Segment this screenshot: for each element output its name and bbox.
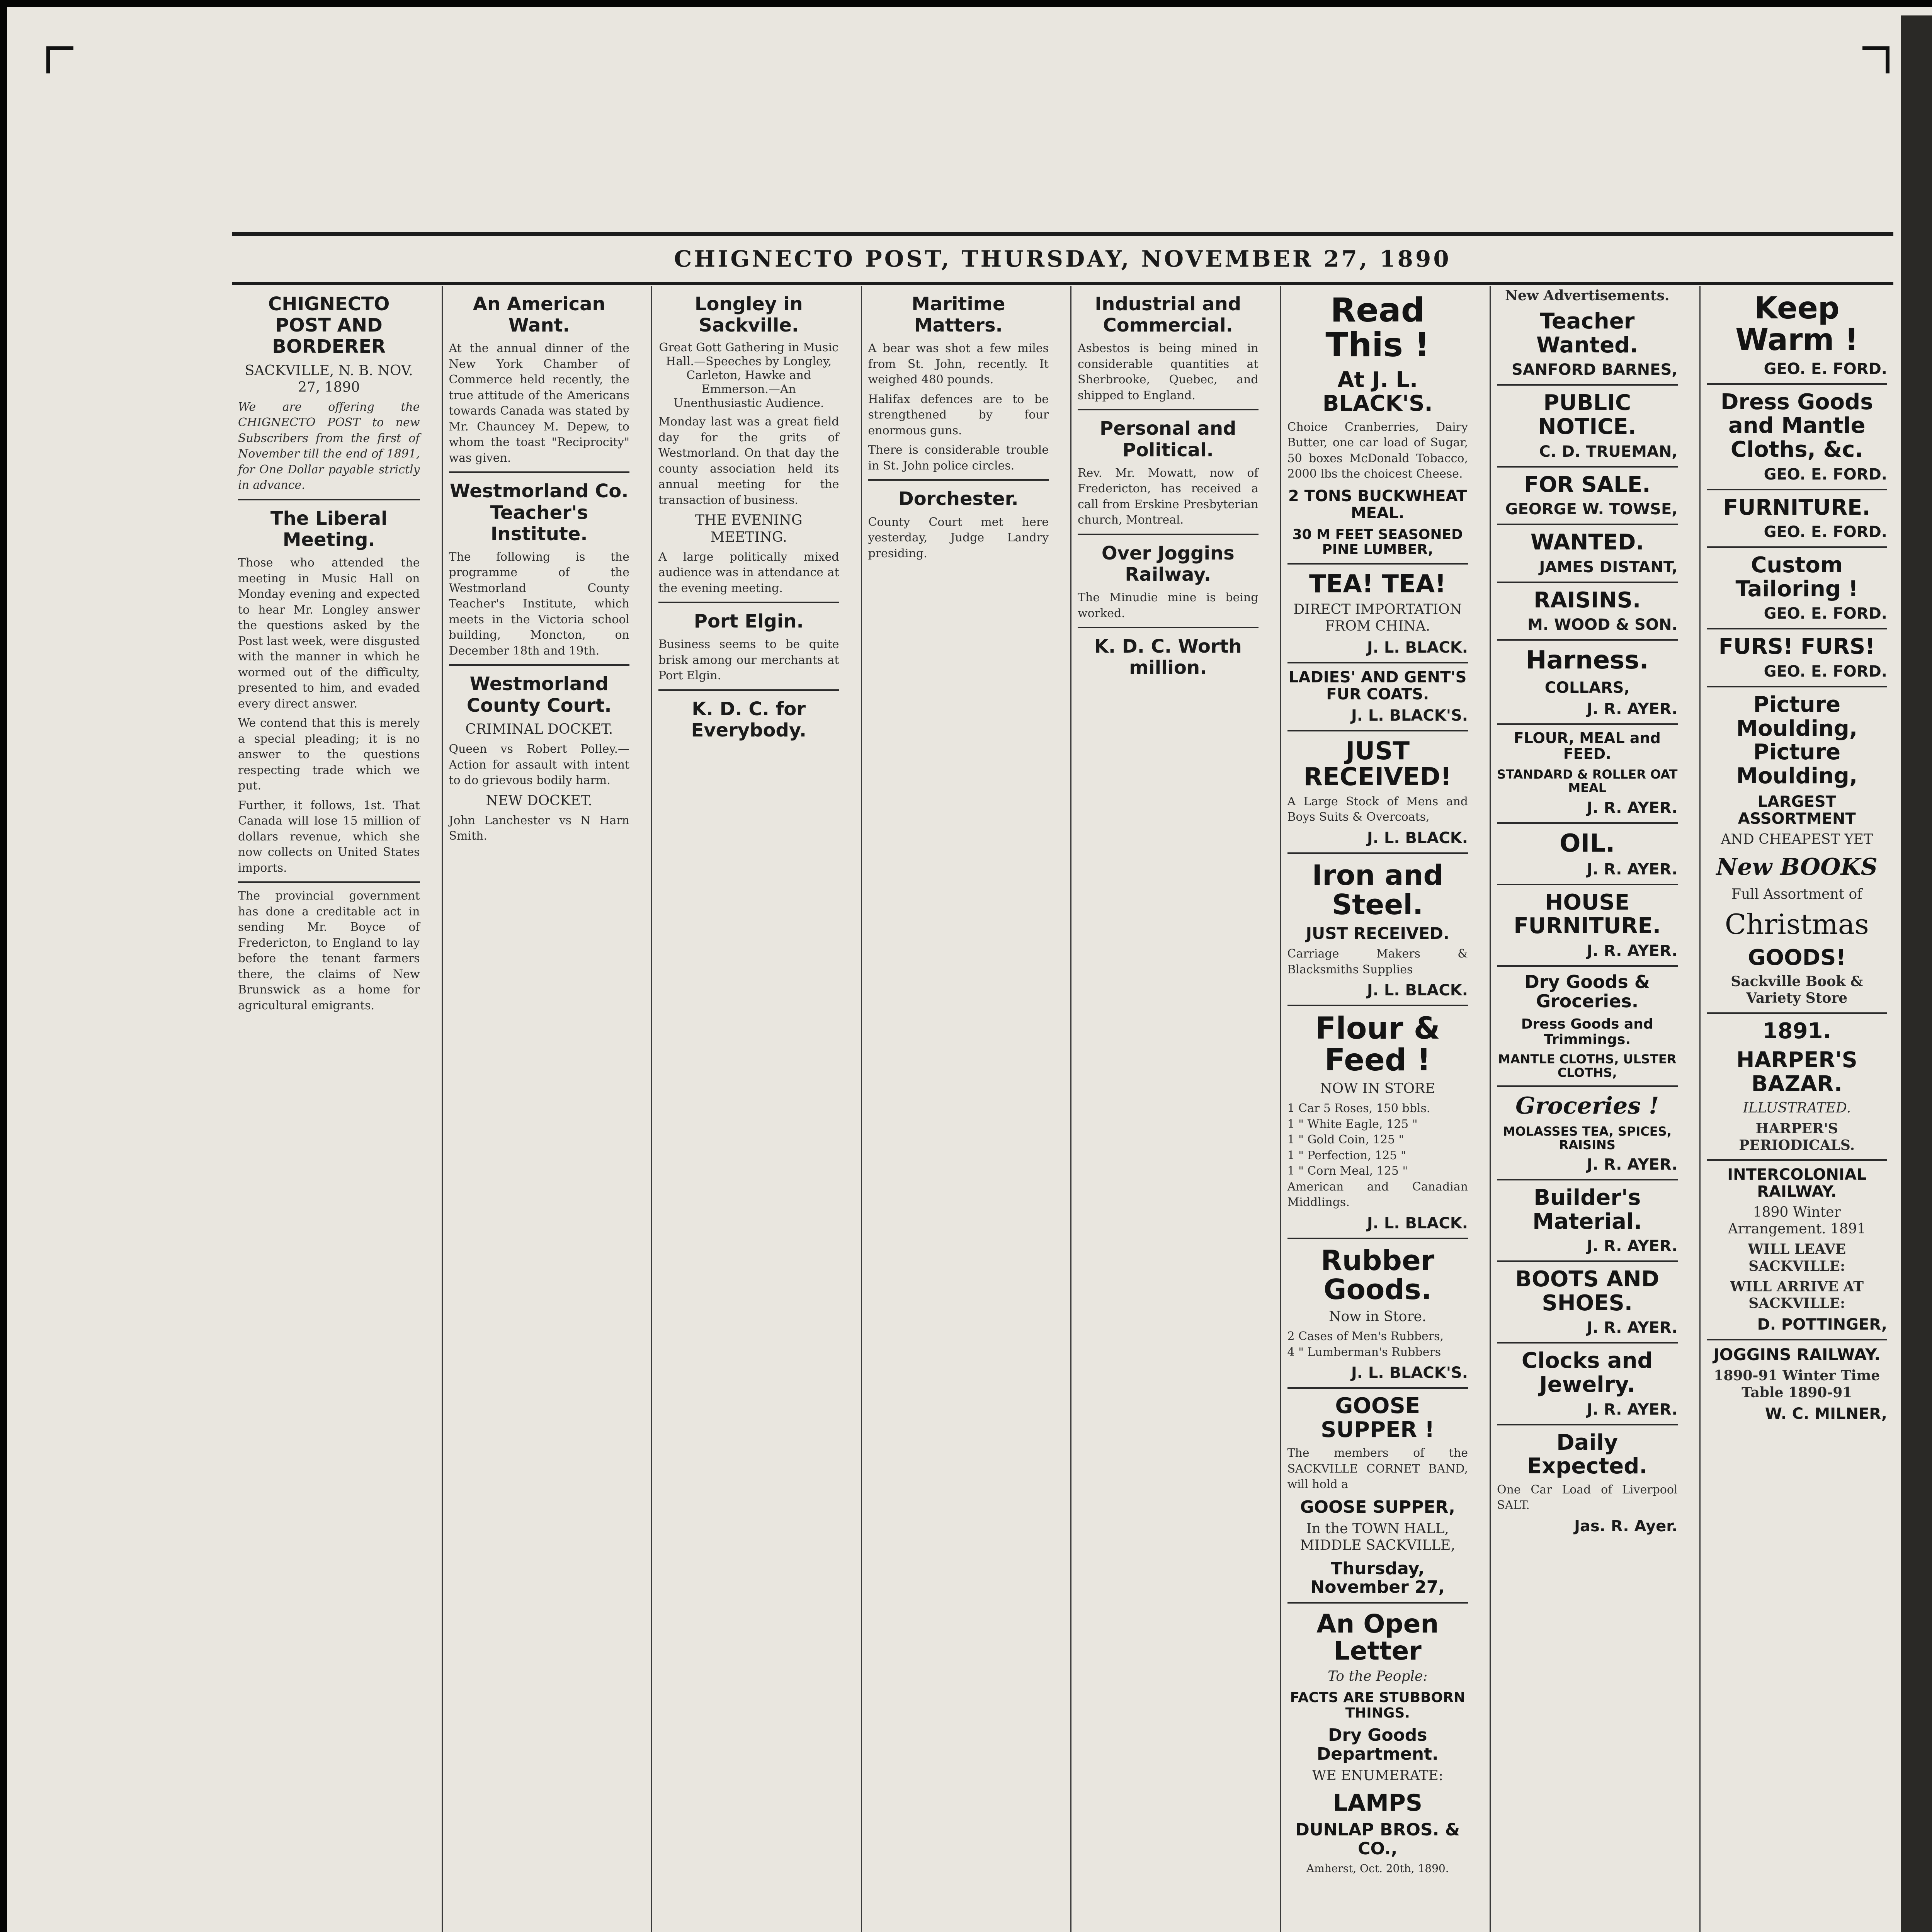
article-paragraph: Halifax defences are to be strengthened by four enormous guns.	[868, 392, 1049, 437]
article-paragraph: A large politically mixed audience was in attendance at the evening meeting.	[658, 550, 839, 595]
ad-heading: WANTED.	[1530, 530, 1644, 555]
ad-line: GOODS!	[1748, 945, 1846, 970]
ad-heading: FOR SALE.	[1524, 472, 1651, 497]
ad-heading: BOOTS AND SHOES.	[1515, 1267, 1660, 1316]
article-paragraph: At the annual dinner of the New York Chamber of Commerce held recently, the true attitude of the Americans towards Canada was stated by Mr. Chauncey M. Depew, to whom the toast "Reciprocity" was given.	[449, 342, 629, 465]
article-paragraph: Further, it follows, 1st. That Canada will lose 15 million of dollars revenue, which she now collects on United States imports.	[238, 798, 420, 875]
article-paragraph: County Court met here yesterday, Judge Landry presiding.	[868, 515, 1049, 560]
ad-heading: GOOSE SUPPER !	[1321, 1393, 1435, 1442]
dateline: SACKVILLE, N. B. NOV. 27, 1890	[245, 362, 413, 395]
ad-subheading: 1890-91 Winter Time Table 1890-91	[1714, 1367, 1880, 1401]
section-subheading: CRIMINAL DOCKET.	[465, 721, 613, 737]
ad-line: WE ENUMERATE:	[1312, 1768, 1444, 1784]
ad-signature: J. R. AYER.	[1587, 1237, 1678, 1255]
ad-line: WILL LEAVE SACKVILLE:	[1748, 1241, 1846, 1274]
ad-signature: J. R. AYER.	[1587, 860, 1678, 878]
ad-list-line: 2 Cases of Men's Rubbers,	[1287, 1330, 1444, 1344]
article-paragraph: Monday last was a great field day for the grits of Westmorland. On that day the county association held its annual meeting for the transaction of business.	[658, 415, 839, 507]
ad-line: Dress Goods and Trimmings.	[1521, 1016, 1653, 1048]
ad-subheading: ILLUSTRATED.	[1743, 1100, 1851, 1116]
article-paragraph: Rev. Mr. Mowatt, now of Fredericton, has received a call from Erskine Presbyterian church, Montreal.	[1078, 466, 1259, 527]
ad-signature: GEO. E. FORD.	[1764, 605, 1887, 623]
ad-text: One Car Load of Liverpool SALT.	[1497, 1483, 1678, 1512]
ad-heading: Flour & Feed !	[1315, 1011, 1440, 1078]
ad-place: Amherst, Oct. 20th, 1890.	[1306, 1862, 1449, 1875]
ad-signature: J. R. AYER.	[1587, 799, 1678, 817]
article-paragraph: The following is the programme of the Westmorland County Teacher's Institute, which meets in the Victoria school building, Moncton, on December 18th and 19th.	[449, 550, 629, 658]
ad-heading: Iron and Steel.	[1312, 859, 1443, 921]
article-heading: Longley in Sackville.	[694, 293, 803, 337]
ad-signature: J. L. BLACK.	[1367, 1214, 1468, 1232]
article-paragraph: Those who attended the meeting in Music Hall on Monday evening and expected to hear Mr. Longley answer the questions asked by the Post last week, were disgusted with the manner in which he wormed out of the difficulty, presented to him, and evaded every direct answer.	[238, 556, 420, 711]
ad-signature: C. D. TRUEMAN,	[1539, 442, 1678, 461]
ad-subheading: NOW IN STORE	[1320, 1081, 1435, 1097]
ad-subheading: JUST RECEIVED.	[1306, 924, 1449, 943]
article-heading: Maritime Matters.	[912, 293, 1005, 337]
ad-subheading: DIRECT IMPORTATION FROM CHINA.	[1293, 602, 1462, 634]
ad-heading: Daily Expected.	[1527, 1430, 1648, 1479]
ad-signature: GEO. E. FORD.	[1764, 360, 1887, 378]
ad-heading: LADIES' AND GENT'S FUR COATS.	[1289, 668, 1467, 703]
footer-ad: K. D. C. for Everybody.	[691, 698, 806, 742]
ad-subheading: To the People:	[1328, 1668, 1428, 1684]
ad-heading: Custom Tailoring !	[1735, 553, 1858, 602]
article-heading: Over Joggins Railway.	[1101, 542, 1235, 585]
ad-signature: J. L. BLACK.	[1367, 829, 1468, 847]
ad-signature: J. L. BLACK.	[1367, 981, 1468, 1000]
article-paragraph: Queen vs Robert Polley.—Action for assault with intent to do grievous bodily harm.	[449, 742, 629, 787]
ad-line: 30 M FEET SEASONED PINE LUMBER,	[1292, 526, 1463, 558]
ad-line: MANTLE CLOTHS, ULSTER CLOTHS,	[1498, 1052, 1677, 1080]
ad-heading: TEA! TEA!	[1309, 570, 1446, 599]
ad-heading: Read This !	[1325, 291, 1430, 365]
ad-signature: W. C. MILNER,	[1765, 1405, 1887, 1423]
ad-signature: J. L. BLACK'S.	[1351, 706, 1468, 724]
section-subheading: NEW DOCKET.	[486, 793, 592, 809]
ad-heading: Teacher Wanted.	[1536, 309, 1638, 358]
ad-signature: M. WOOD & SON.	[1527, 616, 1678, 634]
ad-year: 1891.	[1762, 1018, 1831, 1044]
ad-list-line: 4 " Lumberman's Rubbers	[1287, 1345, 1441, 1359]
ad-list-line: 1 " Perfection, 125 "	[1287, 1148, 1406, 1162]
section-heading: New Advertisements.	[1505, 287, 1670, 304]
ad-heading: HOUSE FURNITURE.	[1514, 889, 1661, 939]
ad-list-line: 1 " White Eagle, 125 "	[1287, 1117, 1418, 1131]
ad-list-line: 1 Car 5 Roses, 150 bbls.	[1287, 1102, 1430, 1116]
ad-list-line: American and Canadian Middlings.	[1287, 1180, 1468, 1209]
ad-line: COLLARS,	[1544, 679, 1630, 697]
ad-subheading: Now in Store.	[1329, 1308, 1427, 1325]
article-paragraph: There is considerable trouble in St. John police circles.	[868, 443, 1049, 473]
article-paragraph: The provincial government has done a creditable act in sending Mr. Boyce of Fredericton, to England to lay before the tenant farmers there, the claims of New Brunswick as a home for agricultural emigrants.	[238, 889, 420, 1012]
ad-line: AND CHEAPEST YET	[1721, 832, 1873, 848]
article-paragraph: We contend that this is merely a special pleading; it is no answer to the questions respecting trade which we put.	[238, 716, 420, 793]
ad-signature: GEORGE W. TOWSE,	[1505, 500, 1678, 519]
ad-heading: Keep Warm !	[1735, 291, 1859, 357]
ad-signature: J. L. BLACK.	[1367, 638, 1468, 656]
article-heading: The Liberal Meeting.	[270, 507, 388, 551]
ad-line: 2 TONS BUCKWHEAT MEAL.	[1288, 487, 1467, 522]
subscription-notice: We are offering the CHIGNECTO POST to new Subscribers from the first of November till the end of 1891, for One Dollar payable strictly in advance.	[238, 400, 420, 492]
ad-text: A Large Stock of Mens and Boys Suits & Overcoats,	[1287, 794, 1468, 824]
ad-signature: D. POTTINGER,	[1757, 1316, 1887, 1334]
ad-signature: J. R. AYER.	[1587, 700, 1678, 718]
ad-list-line: 1 " Gold Coin, 125 "	[1287, 1133, 1404, 1147]
ad-line: STANDARD & ROLLER OAT MEAL	[1497, 767, 1678, 796]
ad-list-line: 1 " Corn Meal, 125 "	[1287, 1164, 1408, 1178]
ad-text: Carriage Makers & Blacksmiths Supplies	[1287, 947, 1468, 976]
masthead-title: CHIGNECTO POST, THURSDAY, NOVEMBER 27, 1890	[674, 246, 1451, 272]
ad-line: LAMPS	[1333, 1789, 1423, 1817]
ad-signature: J. R. AYER.	[1587, 1400, 1678, 1418]
ad-text: Choice Cranberries, Dairy Butter, one car load of Sugar, 50 boxes McDonald Tobacco, 2000 lbs the choicest Cheese.	[1287, 420, 1468, 481]
ad-heading: An Open Letter	[1316, 1609, 1439, 1666]
ad-signature: J. R. AYER.	[1587, 942, 1678, 960]
ad-subheading: HARPER'S PERIODICALS.	[1739, 1120, 1855, 1153]
ad-heading: Builder's Material.	[1532, 1185, 1642, 1234]
ad-signature: Jas. R. Ayer.	[1574, 1517, 1678, 1535]
ad-heading: INTERCOLONIAL RAILWAY.	[1727, 1166, 1867, 1201]
ad-heading: Dress Goods and Mantle Cloths, &c.	[1720, 389, 1873, 462]
ad-heading: Rubber Goods.	[1321, 1244, 1435, 1306]
ad-signature: JAMES DISTANT,	[1539, 558, 1678, 576]
article-paragraph: The Minudie mine is being worked.	[1078, 591, 1259, 620]
ad-line: Christmas	[1725, 908, 1869, 940]
ad-signature: J. R. AYER.	[1587, 1156, 1678, 1173]
ad-signature: DUNLAP BROS. & CO.,	[1295, 1820, 1460, 1859]
article-heading: Dorchester.	[898, 488, 1019, 510]
section-subheading: THE EVENING MEETING.	[695, 512, 803, 545]
ad-line: In the TOWN HALL, MIDDLE SACKVILLE,	[1300, 1521, 1455, 1554]
ad-signature: SANFORD BARNES,	[1511, 361, 1678, 379]
article-deck: Great Gott Gathering in Music Hall.—Speeches by Longley, Carleton, Hawke and Emmerson.—An Unenthusiastic Audience.	[659, 341, 838, 410]
ad-line: LARGEST ASSORTMENT	[1738, 793, 1856, 828]
ad-signature: GEO. E. FORD.	[1764, 523, 1887, 541]
ad-signature: GEO. E. FORD.	[1764, 465, 1887, 483]
ad-heading: FLOUR, MEAL and FEED.	[1514, 729, 1661, 763]
ad-line: FACTS ARE STUBBORN THINGS.	[1290, 1690, 1465, 1721]
ad-heading: FURS! FURS!	[1718, 634, 1875, 660]
paper-title: CHIGNECTO POST AND BORDERER	[268, 293, 390, 358]
article-heading: Westmorland Co. Teacher's Institute.	[450, 480, 629, 545]
ad-line: MOLASSES TEA, SPICES, RAISINS	[1503, 1124, 1672, 1152]
article-heading: An American Want.	[473, 293, 605, 337]
article-heading: Westmorland County Court.	[466, 673, 612, 716]
ad-heading: JOGGINS RAILWAY.	[1713, 1345, 1881, 1364]
ad-text: The members of the SACKVILLE CORNET BAND, will hold a	[1287, 1446, 1468, 1492]
ad-subheading: At J. L. BLACK'S.	[1322, 367, 1433, 417]
ad-heading: HARPER'S BAZAR.	[1736, 1048, 1857, 1097]
ad-date: Thursday, November 27,	[1310, 1558, 1445, 1597]
ad-heading: FURNITURE.	[1723, 495, 1871, 520]
article-heading: Personal and Political.	[1099, 418, 1236, 461]
ad-subheading: 1890 Winter Arrangement. 1891	[1728, 1204, 1866, 1237]
article-heading: Industrial and Commercial.	[1095, 293, 1242, 337]
ad-line: GOOSE SUPPER,	[1300, 1497, 1455, 1517]
footer-ad: K. D. C. Worth million.	[1094, 636, 1242, 679]
ad-heading: RAISINS.	[1534, 587, 1641, 613]
ad-heading: JUST RECEIVED!	[1303, 736, 1452, 791]
ad-heading: Harness.	[1526, 646, 1649, 675]
article-paragraph: A bear was shot a few miles from St. John, recently. It weighed 480 pounds.	[868, 342, 1049, 387]
ad-heading: Clocks and Jewelry.	[1521, 1348, 1653, 1397]
article-paragraph: Business seems to be quite brisk among our merchants at Port Elgin.	[658, 638, 839, 683]
ad-signature: Sackville Book & Variety Store	[1731, 973, 1863, 1007]
ad-heading: Dry Goods & Groceries.	[1524, 971, 1650, 1012]
article-heading: Port Elgin.	[694, 611, 804, 633]
ad-line: WILL ARRIVE AT SACKVILLE:	[1730, 1278, 1864, 1311]
ad-heading: New BOOKS	[1716, 853, 1878, 881]
ad-heading: OIL.	[1560, 829, 1615, 858]
ad-signature: GEO. E. FORD.	[1764, 662, 1887, 680]
ad-heading: PUBLIC NOTICE.	[1538, 390, 1636, 439]
ad-heading: Picture Moulding, Picture Moulding,	[1736, 692, 1858, 789]
article-paragraph: John Lanchester vs N Harn Smith.	[449, 813, 629, 843]
article-paragraph: Asbestos is being mined in considerable quantities at Sherbrooke, Quebec, and shipped to England.	[1078, 342, 1259, 402]
ad-line: Full Assortment of	[1731, 886, 1862, 902]
ad-signature: J. L. BLACK'S.	[1351, 1364, 1468, 1382]
ad-line: Dry Goods Department.	[1316, 1725, 1439, 1764]
ad-signature: J. R. AYER.	[1587, 1319, 1678, 1337]
ad-heading: Groceries !	[1515, 1092, 1659, 1119]
